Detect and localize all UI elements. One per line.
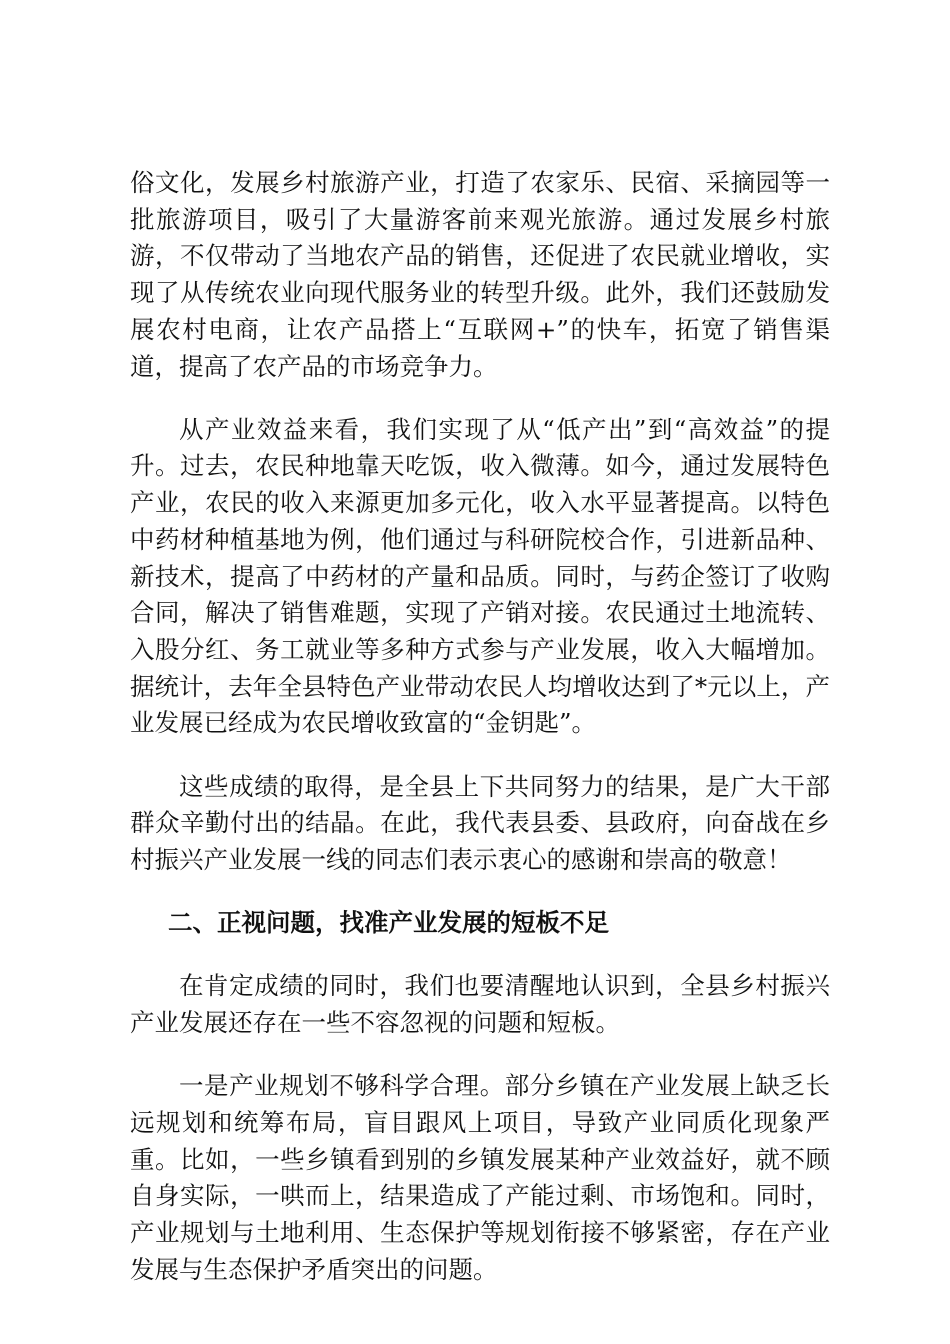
paragraph-problem-one: 一是产业规划不够科学合理。部分乡镇在产业发展上缺乏长远规划和统筹布局，盲目跟风上项目，导致产业同质化现象严重。比如，一些乡镇看到别的乡镇发展某种产业效益好，就不顾自身实际，一哄而上，结果造成了产能过剩、市场饱和。同时，产业规划与土地利用、生态保护等规划衔接不够紧密，存在产业发展与生态保护矛盾突出的问题。 [130, 1071, 830, 1284]
paragraph-continued: 俗文化，发展乡村旅游产业，打造了农家乐、民宿、采摘园等一批旅游项目，吸引了大量游客前来观光旅游。通过发展乡村旅游，不仅带动了当地农产品的销售，还促进了农民就业增收，实现了从传统农业向现代服务业的转型升级。此外，我们还鼓励发展农村电商，让农产品搭上“互联网+”的快车，拓宽了销售渠道，提高了农产品的市场竞争力。 [130, 168, 830, 381]
paragraph-problems-intro: 在肯定成绩的同时，我们也要清醒地认识到，全县乡村振兴产业发展还存在一些不容忽视的问题和短板。 [130, 971, 830, 1038]
paragraph-acknowledgement: 这些成绩的取得，是全县上下共同努力的结果，是广大干部群众辛勤付出的结晶。在此，我代表县委、县政府，向奋战在乡村振兴产业发展一线的同志们表示衷心的感谢和崇高的敬意！ [130, 771, 830, 874]
paragraph-industry-benefits: 从产业效益来看，我们实现了从“低产出”到“高效益”的提升。过去，农民种地靠天吃饭，收入微薄。如今，通过发展特色产业，农民的收入来源更加多元化，收入水平显著提高。以特色中药材种植基地为例，他们通过与科研院校合作，引进新品种、新技术，提高了中药材的产量和品质。同时，与药企签订了收购合同，解决了销售难题，实现了产销对接。农民通过土地流转、入股分红、务工就业等多种方式参与产业发展，收入大幅增加。据统计，去年全县特色产业带动农民人均增收达到了*元以上，产业发展已经成为农民增收致富的“金钥匙”。 [130, 414, 830, 738]
section-heading: 二、正视问题，找准产业发展的短板不足 [167, 908, 609, 938]
document-body [130, 165, 830, 1315]
